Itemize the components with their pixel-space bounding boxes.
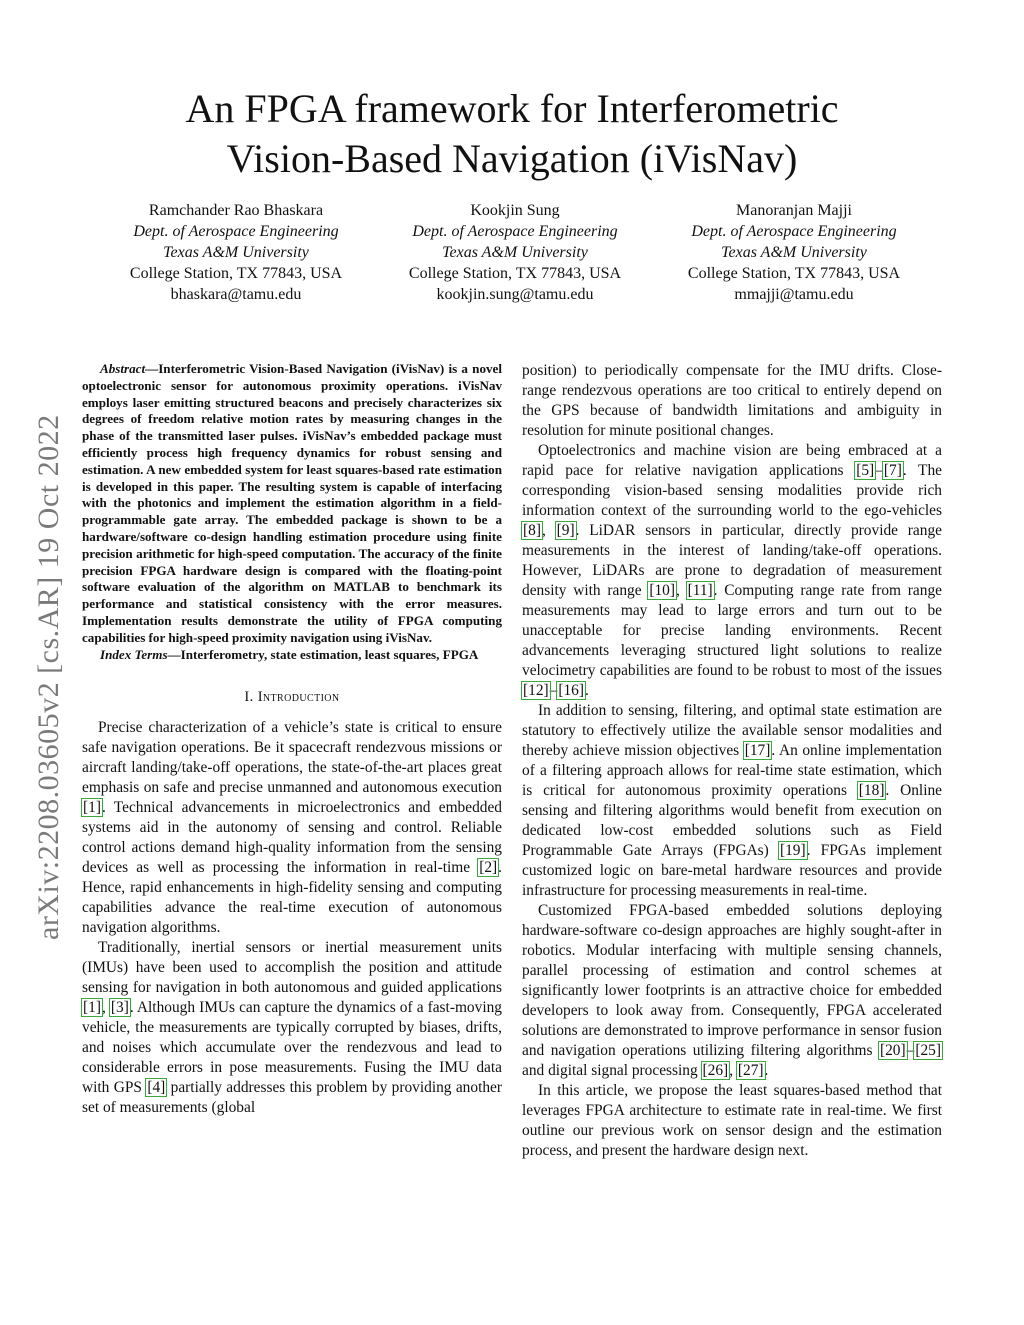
citation-link[interactable]: [11] — [687, 582, 713, 599]
author-name: Kookjin Sung — [470, 202, 560, 219]
paragraph — [82, 938, 502, 1118]
citation-link[interactable]: [20] — [879, 1042, 906, 1059]
citation-link[interactable]: [16] — [558, 682, 585, 699]
citation-link[interactable]: [25] — [915, 1042, 941, 1059]
paper-title — [112, 84, 912, 184]
text-run: . An online implementation of a filtering approach allows for real-time state estimation, which is critical for autonomous proximity operations — [522, 742, 942, 799]
author-dept: Dept. of Aerospace Engineering — [133, 223, 339, 240]
citation-link[interactable]: [27] — [737, 1062, 764, 1079]
citation-link[interactable]: [5] — [856, 462, 875, 479]
author-university: Texas A&M University — [442, 244, 588, 261]
paragraph — [522, 701, 942, 901]
text-run: . — [764, 1062, 769, 1079]
author-address: College Station, TX 77843, USA — [687, 265, 901, 282]
author-email: bhaskara@tamu.edu — [170, 286, 302, 303]
author-3 — [658, 200, 930, 305]
title-line-2: Vision-Based Navigation (iVisNav) — [226, 136, 798, 181]
index-terms-label: Index Terms — [100, 646, 168, 662]
author-dept: Dept. of Aerospace Engineering — [691, 223, 897, 240]
text-run: . Hence, rapid enhancements in high-fidelity sensing and computing capabilities advance the real-time execution of autonomous navigation algorithms. — [82, 859, 502, 937]
paragraph — [522, 1081, 942, 1161]
text-run: . FPGAs implement customized logic on bare-metal hardware resources and provide infrastructure for processing measurements in real-time. — [522, 842, 942, 899]
text-run: . — [585, 682, 589, 699]
text-run: , — [101, 999, 110, 1017]
citation-link[interactable]: [8] — [523, 522, 541, 539]
text-run: . The corresponding vision-based sensing modalities provide rich information context of the surrounding world to the ego-vehicles — [522, 462, 942, 519]
paragraph — [522, 361, 942, 441]
text-run: , — [541, 522, 556, 539]
citation-link[interactable]: [17] — [744, 742, 771, 759]
author-name: Ramchander Rao Bhaskara — [148, 202, 324, 219]
author-university: Texas A&M University — [721, 244, 867, 261]
text-run: . LiDAR sensors in particular, directly provide range measurements in the interest of landing/take-off operations. However, LiDARs are prone to degradation of measurement density with range — [522, 522, 942, 599]
text-run: In addition to sensing, filtering, and optimal state estimation are statutory to effectively utilize the available sensor modalities and thereby achieve mission objectives — [522, 702, 942, 759]
author-block — [100, 200, 930, 305]
citation-link[interactable]: [4] — [147, 1079, 166, 1097]
citation-link[interactable]: [9] — [556, 522, 575, 539]
author-university: Texas A&M University — [163, 244, 309, 261]
index-terms — [82, 647, 502, 664]
author-dept: Dept. of Aerospace Engineering — [412, 223, 618, 240]
text-run: . Computing range rate from range measurements may lead to large errors and turn out to be unacceptable for precise landing environments. Recent advancements leveraging structured light solutions to realize velocimetry capabilities are found to be robust to most of the issues — [522, 582, 942, 679]
citation-link[interactable]: [18] — [858, 782, 885, 799]
text-run: – — [906, 1042, 915, 1059]
author-1 — [100, 200, 372, 305]
abstract-text: —Interferometric Vision-Based Navigation (iVisNav) is a novel optoelectronic sensor for autonomous proximity operations. iVisNav employs laser emitting structured beacons and precisely characterizes six degrees of freedom relative motion rates by measuring changes in the phase of the transmitted laser pulses. iVisNav’s embedded package must efficiently process high frequency dynamics for robust sensing and estimation. A new embedded system for least squares-based rate estimation is developed in this paper. The resulting system is capable of interfacing with the photonics and implement the estimation algorithm in a field-programmable gate array. The embedded package is shown to be a hardware/software co-design handling estimation procedure using finite precision arithmetic for high-speed computation. The accuracy of the finite precision FPGA hardware design is compared with the floating-point software evaluation of the algorithm on MATLAB to benchmark its performance and statistical consistency with the error measures. Implementation results demonstrate the utility of FPGA computing capabilities for high-speed proximity navigation using iVisNav. — [82, 361, 502, 645]
text-run: Precise characterization of a vehicle’s state is critical to ensure safe navigation operations. Be it spacecraft rendezvous missions or aircraft landing/take-off operations, the state-of-the-art places great emphasis on safe and precise unmanned and autonomous execution — [82, 719, 502, 797]
text-run: . Although IMUs can capture the dynamics of a fast-moving vehicle, the measurements are typically corrupted by biases, drifts, and noises which accumulate over the rendezvous and lead to considerable errors in pose measurements. Fusing the IMU data with GPS — [82, 999, 502, 1097]
section-heading — [82, 687, 502, 707]
text-run: , — [729, 1062, 737, 1079]
index-terms-text: —Interferometry, state estimation, least squares, FPGA — [167, 646, 479, 662]
paragraph — [522, 901, 942, 1081]
author-address: College Station, TX 77843, USA — [408, 265, 622, 282]
text-run: – — [875, 462, 883, 479]
citation-link[interactable]: [19] — [779, 842, 806, 859]
text-run: . Online sensing and filtering algorithms would benefit from execution on dedicated low-cost embedded solutions such as Field Programmable Gate Arrays (FPGAs) — [522, 782, 942, 859]
section-number: I. — [244, 689, 258, 706]
title-line-1: An FPGA framework for Interferometric — [185, 86, 839, 131]
text-run: . Technical advancements in microelectronics and embedded systems aid in the autonomy of sensing and control. Reliable control actions demand high-quality information from the sensing devices as well as processing the information in real-time — [82, 799, 502, 877]
citation-link[interactable]: [12] — [523, 682, 549, 699]
text-run: partially addresses this problem by providing another set of measurements (global — [82, 1079, 502, 1117]
text-run: and digital signal processing — [522, 1062, 702, 1079]
right-column — [522, 361, 942, 1161]
author-email: kookjin.sung@tamu.edu — [436, 286, 594, 303]
citation-link[interactable]: [7] — [883, 462, 902, 479]
abstract — [82, 361, 502, 647]
text-run: Optoelectronics and machine vision are being embraced at a rapid pace for relative navigation applications — [522, 442, 942, 479]
text-run: Customized FPGA-based embedded solutions deploying hardware-software co-design approaches are highly sought-after in robotics. Modular interfacing with multiple sensing channels, parallel processing of estimation and control schemes at significantly lower footprints is an attractive choice for embedded developers to look away from. Consequently, FPGA accelerated solutions are demonstrated to improve performance in sensor fusion and navigation operations utilizing filtering algorithms — [522, 902, 942, 1059]
arxiv-identifier: arXiv:2208.03605v2 [cs.AR] 19 Oct 2022 — [32, 414, 65, 940]
text-run: , — [675, 582, 687, 599]
citation-link[interactable]: [2] — [479, 859, 498, 877]
text-run: – — [549, 682, 558, 699]
left-column — [82, 361, 502, 1118]
author-2 — [379, 200, 651, 305]
author-name: Manoranjan Majji — [736, 202, 852, 219]
citation-link[interactable]: [10] — [649, 582, 675, 599]
author-email: mmajji@tamu.edu — [734, 286, 854, 303]
abstract-label: Abstract — [100, 361, 146, 376]
text-run: position) to periodically compensate for the IMU drifts. Close-range rendezvous operations are too critical to entirely depend on the GPS because of bandwidth limitations and ambiguity in resolution for minute positional changes. — [522, 362, 942, 439]
text-run: Traditionally, inertial sensors or inertial measurement units (IMUs) have been used to accomplish the position and attitude sensing for navigation in both autonomous and guided applications — [82, 939, 502, 997]
citation-link[interactable]: [1] — [83, 799, 101, 817]
paragraph — [522, 441, 942, 701]
text-run: In this article, we propose the least squares-based method that leverages FPGA architecture to estimate rate in real-time. We first outline our previous work on sensor design and the estimation process, and present the hardware design next. — [522, 1082, 942, 1159]
paragraph — [82, 718, 502, 938]
author-address: College Station, TX 77843, USA — [129, 265, 343, 282]
citation-link[interactable]: [26] — [702, 1062, 729, 1079]
citation-link[interactable]: [3] — [110, 999, 129, 1017]
section-title: Introduction — [257, 689, 340, 706]
citation-link[interactable]: [1] — [83, 999, 101, 1017]
